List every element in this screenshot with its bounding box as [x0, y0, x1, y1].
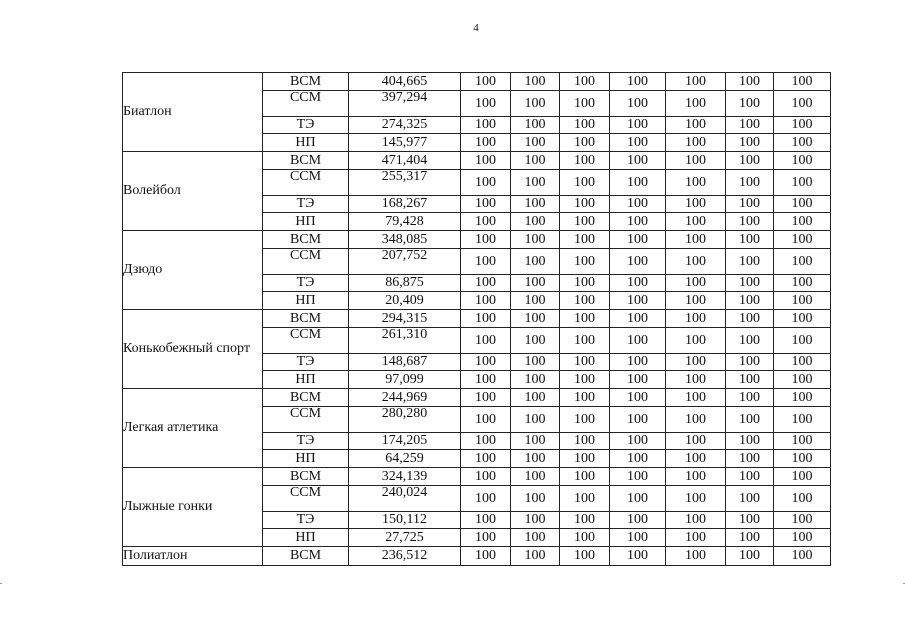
percent-cell: 100 [461, 547, 511, 566]
percent-cell: 100 [511, 310, 560, 328]
percent-cell: 100 [560, 407, 610, 433]
value-cell: 64,259 [349, 450, 461, 468]
percent-cell: 100 [461, 433, 511, 450]
percent-cell: 100 [461, 407, 511, 433]
level-cell: ССМ [263, 407, 349, 433]
percent-cell: 100 [511, 292, 560, 310]
percent-cell: 100 [610, 547, 666, 566]
percent-cell: 100 [511, 450, 560, 468]
percent-cell: 100 [666, 371, 726, 389]
percent-cell: 100 [461, 512, 511, 529]
percent-cell: 100 [511, 433, 560, 450]
percent-cell: 100 [461, 249, 511, 275]
value-cell: 207,752 [349, 249, 461, 275]
percent-cell: 100 [461, 117, 511, 134]
percent-cell: 100 [511, 73, 560, 91]
percent-cell: 100 [726, 310, 774, 328]
percent-cell: 100 [610, 433, 666, 450]
percent-cell: 100 [666, 152, 726, 170]
percent-cell: 100 [560, 73, 610, 91]
percent-cell: 100 [666, 170, 726, 196]
level-cell: ССМ [263, 91, 349, 117]
percent-cell: 100 [666, 512, 726, 529]
percent-cell: 100 [774, 529, 831, 547]
percent-cell: 100 [511, 512, 560, 529]
table-row [123, 547, 831, 566]
level-cell: ВСМ [263, 73, 349, 91]
value-cell: 274,325 [349, 117, 461, 134]
percent-cell: 100 [726, 73, 774, 91]
percent-cell: 100 [511, 152, 560, 170]
percent-cell: 100 [511, 117, 560, 134]
percent-cell: 100 [461, 91, 511, 117]
percent-cell: 100 [666, 213, 726, 231]
percent-cell: 100 [610, 292, 666, 310]
percent-cell: 100 [666, 433, 726, 450]
percent-cell: 100 [726, 468, 774, 486]
percent-cell: 100 [560, 249, 610, 275]
percent-cell: 100 [726, 547, 774, 566]
percent-cell: 100 [610, 152, 666, 170]
percent-cell: 100 [726, 275, 774, 292]
value-cell: 280,280 [349, 407, 461, 433]
value-cell: 255,317 [349, 170, 461, 196]
value-cell: 324,139 [349, 468, 461, 486]
percent-cell: 100 [610, 486, 666, 512]
percent-cell: 100 [560, 529, 610, 547]
sport-name-cell: Биатлон [123, 73, 263, 152]
sport-name-cell: Легкая атлетика [123, 389, 263, 468]
percent-cell: 100 [610, 73, 666, 91]
percent-cell: 100 [666, 354, 726, 371]
percent-cell: 100 [666, 73, 726, 91]
percent-cell: 100 [726, 354, 774, 371]
percent-cell: 100 [560, 450, 610, 468]
percent-cell: 100 [666, 389, 726, 407]
percent-cell: 100 [560, 134, 610, 152]
percent-cell: 100 [774, 328, 831, 354]
value-cell: 261,310 [349, 328, 461, 354]
percent-cell: 100 [774, 407, 831, 433]
percent-cell: 100 [610, 213, 666, 231]
percent-cell: 100 [461, 134, 511, 152]
percent-cell: 100 [461, 468, 511, 486]
percent-cell: 100 [726, 196, 774, 213]
level-cell: ТЭ [263, 512, 349, 529]
table-row [123, 468, 831, 486]
percent-cell: 100 [666, 547, 726, 566]
percent-cell: 100 [610, 231, 666, 249]
percent-cell: 100 [511, 547, 560, 566]
table-row [123, 73, 831, 91]
value-cell: 150,112 [349, 512, 461, 529]
percent-cell: 100 [610, 117, 666, 134]
percent-cell: 100 [560, 292, 610, 310]
level-cell: ССМ [263, 328, 349, 354]
table-row [123, 389, 831, 407]
value-cell: 240,024 [349, 486, 461, 512]
percent-cell: 100 [726, 450, 774, 468]
percent-cell: 100 [666, 328, 726, 354]
percent-cell: 100 [511, 213, 560, 231]
percent-cell: 100 [461, 292, 511, 310]
percent-cell: 100 [726, 407, 774, 433]
percent-cell: 100 [610, 328, 666, 354]
percent-cell: 100 [560, 328, 610, 354]
percent-cell: 100 [610, 468, 666, 486]
percent-cell: 100 [511, 468, 560, 486]
value-cell: 244,969 [349, 389, 461, 407]
percent-cell: 100 [726, 213, 774, 231]
percent-cell: 100 [726, 389, 774, 407]
percent-cell: 100 [774, 310, 831, 328]
level-cell: ВСМ [263, 389, 349, 407]
percent-cell: 100 [461, 450, 511, 468]
level-cell: ВСМ [263, 152, 349, 170]
percent-cell: 100 [511, 249, 560, 275]
percent-cell: 100 [610, 249, 666, 275]
percent-cell: 100 [511, 354, 560, 371]
percent-cell: 100 [461, 213, 511, 231]
percent-cell: 100 [511, 486, 560, 512]
percent-cell: 100 [774, 486, 831, 512]
page-number: 4 [473, 22, 479, 34]
value-cell: 168,267 [349, 196, 461, 213]
percent-cell: 100 [666, 134, 726, 152]
value-cell: 236,512 [349, 547, 461, 566]
percent-cell: 100 [560, 152, 610, 170]
percent-cell: 100 [560, 196, 610, 213]
level-cell: ТЭ [263, 117, 349, 134]
level-cell: ТЭ [263, 433, 349, 450]
percent-cell: 100 [511, 196, 560, 213]
percent-cell: 100 [560, 371, 610, 389]
percent-cell: 100 [666, 91, 726, 117]
level-cell: НП [263, 213, 349, 231]
value-cell: 174,205 [349, 433, 461, 450]
percent-cell: 100 [610, 170, 666, 196]
table-row [123, 231, 831, 249]
percent-cell: 100 [666, 310, 726, 328]
percent-cell: 100 [774, 292, 831, 310]
level-cell: ССМ [263, 170, 349, 196]
percent-cell: 100 [774, 354, 831, 371]
percent-cell: 100 [610, 91, 666, 117]
percent-cell: 100 [610, 371, 666, 389]
percent-cell: 100 [461, 170, 511, 196]
percent-cell: 100 [774, 73, 831, 91]
percent-cell: 100 [560, 468, 610, 486]
value-cell: 79,428 [349, 213, 461, 231]
percent-cell: 100 [774, 547, 831, 566]
sport-name-cell: Волейбол [123, 152, 263, 231]
percent-cell: 100 [560, 486, 610, 512]
percent-cell: 100 [560, 547, 610, 566]
percent-cell: 100 [774, 275, 831, 292]
percent-cell: 100 [461, 73, 511, 91]
level-cell: НП [263, 529, 349, 547]
value-cell: 404,665 [349, 73, 461, 91]
percent-cell: 100 [461, 389, 511, 407]
level-cell: ССМ [263, 249, 349, 275]
scan-edge-mark-left [0, 583, 2, 584]
percent-cell: 100 [560, 231, 610, 249]
percent-cell: 100 [560, 389, 610, 407]
table-row [123, 152, 831, 170]
percent-cell: 100 [774, 134, 831, 152]
percent-cell: 100 [774, 433, 831, 450]
value-cell: 348,085 [349, 231, 461, 249]
percent-cell: 100 [726, 152, 774, 170]
percent-cell: 100 [511, 275, 560, 292]
percent-cell: 100 [461, 328, 511, 354]
value-cell: 145,977 [349, 134, 461, 152]
sport-name-cell: Лыжные гонки [123, 468, 263, 547]
percent-cell: 100 [774, 231, 831, 249]
percent-cell: 100 [726, 117, 774, 134]
level-cell: НП [263, 134, 349, 152]
percent-cell: 100 [726, 134, 774, 152]
percent-cell: 100 [666, 196, 726, 213]
percent-cell: 100 [726, 91, 774, 117]
percent-cell: 100 [726, 512, 774, 529]
percent-cell: 100 [560, 117, 610, 134]
percent-cell: 100 [461, 196, 511, 213]
level-cell: ВСМ [263, 231, 349, 249]
percent-cell: 100 [666, 450, 726, 468]
percent-cell: 100 [560, 213, 610, 231]
percent-cell: 100 [666, 231, 726, 249]
percent-cell: 100 [560, 433, 610, 450]
percent-cell: 100 [774, 468, 831, 486]
percent-cell: 100 [726, 433, 774, 450]
percent-cell: 100 [774, 170, 831, 196]
level-cell: НП [263, 371, 349, 389]
level-cell: ВСМ [263, 468, 349, 486]
percent-cell: 100 [726, 371, 774, 389]
percent-cell: 100 [610, 134, 666, 152]
percent-cell: 100 [610, 512, 666, 529]
percent-cell: 100 [461, 231, 511, 249]
sport-name-cell: Дзюдо [123, 231, 263, 310]
percent-cell: 100 [610, 310, 666, 328]
percent-cell: 100 [726, 231, 774, 249]
percent-cell: 100 [610, 354, 666, 371]
percent-cell: 100 [461, 486, 511, 512]
percent-cell: 100 [560, 310, 610, 328]
level-cell: ВСМ [263, 547, 349, 566]
level-cell: ВСМ [263, 310, 349, 328]
percent-cell: 100 [560, 275, 610, 292]
percent-cell: 100 [461, 529, 511, 547]
percent-cell: 100 [774, 152, 831, 170]
percent-cell: 100 [774, 196, 831, 213]
value-cell: 27,725 [349, 529, 461, 547]
table-row [123, 310, 831, 328]
percent-cell: 100 [560, 170, 610, 196]
value-cell: 20,409 [349, 292, 461, 310]
percent-cell: 100 [610, 196, 666, 213]
percent-cell: 100 [610, 389, 666, 407]
percent-cell: 100 [774, 512, 831, 529]
percent-cell: 100 [511, 389, 560, 407]
percent-cell: 100 [610, 529, 666, 547]
sport-name-cell: Конькобежный спорт [123, 310, 263, 389]
percent-cell: 100 [726, 486, 774, 512]
percent-cell: 100 [461, 152, 511, 170]
value-cell: 397,294 [349, 91, 461, 117]
percent-cell: 100 [560, 512, 610, 529]
table-body [123, 73, 831, 566]
standards-table [122, 72, 831, 566]
percent-cell: 100 [461, 354, 511, 371]
percent-cell: 100 [511, 91, 560, 117]
percent-cell: 100 [461, 275, 511, 292]
percent-cell: 100 [511, 134, 560, 152]
percent-cell: 100 [726, 170, 774, 196]
percent-cell: 100 [666, 529, 726, 547]
percent-cell: 100 [726, 328, 774, 354]
value-cell: 294,315 [349, 310, 461, 328]
percent-cell: 100 [511, 328, 560, 354]
percent-cell: 100 [511, 371, 560, 389]
sport-name-cell: Полиатлон [123, 547, 263, 566]
percent-cell: 100 [666, 292, 726, 310]
percent-cell: 100 [726, 292, 774, 310]
percent-cell: 100 [511, 407, 560, 433]
percent-cell: 100 [610, 407, 666, 433]
percent-cell: 100 [560, 91, 610, 117]
percent-cell: 100 [774, 91, 831, 117]
level-cell: ССМ [263, 486, 349, 512]
value-cell: 97,099 [349, 371, 461, 389]
percent-cell: 100 [774, 213, 831, 231]
percent-cell: 100 [666, 407, 726, 433]
percent-cell: 100 [774, 117, 831, 134]
value-cell: 148,687 [349, 354, 461, 371]
level-cell: ТЭ [263, 275, 349, 292]
value-cell: 471,404 [349, 152, 461, 170]
value-cell: 86,875 [349, 275, 461, 292]
percent-cell: 100 [774, 389, 831, 407]
percent-cell: 100 [511, 170, 560, 196]
percent-cell: 100 [666, 468, 726, 486]
percent-cell: 100 [774, 371, 831, 389]
percent-cell: 100 [774, 450, 831, 468]
percent-cell: 100 [560, 354, 610, 371]
percent-cell: 100 [666, 117, 726, 134]
percent-cell: 100 [511, 231, 560, 249]
percent-cell: 100 [666, 486, 726, 512]
percent-cell: 100 [610, 450, 666, 468]
percent-cell: 100 [511, 529, 560, 547]
percent-cell: 100 [461, 310, 511, 328]
percent-cell: 100 [726, 249, 774, 275]
percent-cell: 100 [610, 275, 666, 292]
percent-cell: 100 [726, 529, 774, 547]
percent-cell: 100 [774, 249, 831, 275]
level-cell: ТЭ [263, 354, 349, 371]
level-cell: ТЭ [263, 196, 349, 213]
level-cell: НП [263, 292, 349, 310]
percent-cell: 100 [666, 249, 726, 275]
percent-cell: 100 [461, 371, 511, 389]
level-cell: НП [263, 450, 349, 468]
percent-cell: 100 [666, 275, 726, 292]
